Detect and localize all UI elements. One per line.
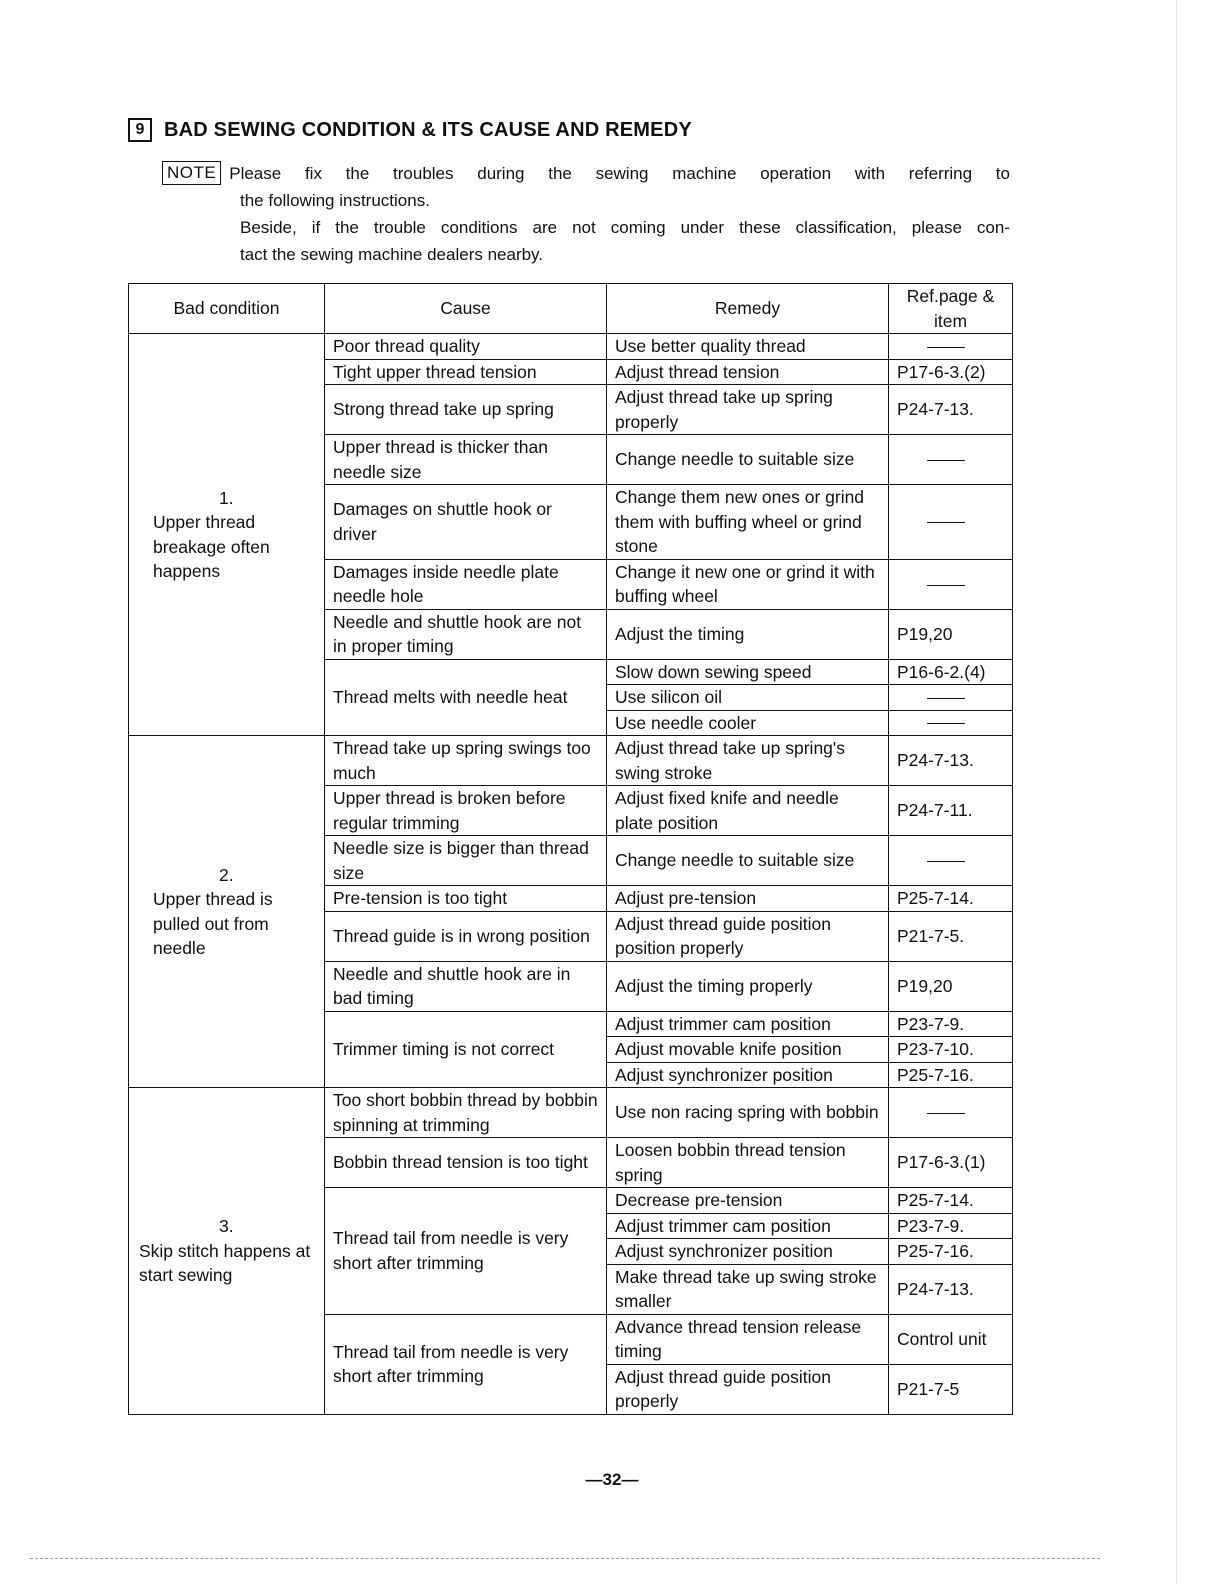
cause-cell: Needle and shuttle hook are in bad timing — [325, 961, 607, 1011]
remedy-cell: Adjust thread guide position position properly — [607, 911, 889, 961]
note-line-2: the following instructions. — [240, 191, 430, 210]
cause-cell: Thread tail from needle is very short after trimming — [325, 1188, 607, 1315]
dash-mark — [927, 723, 965, 724]
remedy-cell: Change it new one or grind it with buffing wheel — [607, 559, 889, 609]
condition-cell — [129, 736, 325, 1088]
header-ref: Ref.page & item — [889, 284, 1013, 334]
ref-cell: P17-6-3.(1) — [889, 1138, 1013, 1188]
trouble-table — [128, 283, 1013, 1415]
dash-mark — [927, 522, 965, 523]
ref-cell: P23-7-9. — [889, 1011, 1013, 1037]
cause-cell: Thread tail from needle is very short after trimming — [325, 1314, 607, 1414]
section-title: BAD SEWING CONDITION & ITS CAUSE AND REMEDY — [164, 118, 692, 141]
ref-cell — [889, 685, 1013, 711]
ref-cell — [889, 836, 1013, 886]
condition-text: Skip stitch happens at start sewing — [139, 1240, 311, 1285]
remedy-cell: Use better quality thread — [607, 334, 889, 360]
note-line-1: Please fix the troubles during the sewing machine operation with referring to — [229, 164, 1010, 183]
ref-cell: P23-7-10. — [889, 1037, 1013, 1063]
remedy-cell: Adjust synchronizer position — [607, 1062, 889, 1088]
dash-mark — [927, 347, 965, 348]
remedy-cell: Decrease pre-tension — [607, 1188, 889, 1214]
ref-cell: P25-7-14. — [889, 886, 1013, 912]
cause-cell: Upper thread is broken before regular trimming — [325, 786, 607, 836]
ref-cell: P24-7-11. — [889, 786, 1013, 836]
table-row — [129, 334, 1013, 360]
cause-cell: Bobbin thread tension is too tight — [325, 1138, 607, 1188]
remedy-cell: Loosen bobbin thread tension spring — [607, 1138, 889, 1188]
ref-cell: P25-7-16. — [889, 1239, 1013, 1265]
remedy-cell: Change needle to suitable size — [607, 435, 889, 485]
ref-cell: P24-7-13. — [889, 736, 1013, 786]
remedy-cell: Change them new ones or grind them with buffing wheel or grind stone — [607, 485, 889, 560]
header-remedy: Remedy — [607, 284, 889, 334]
scan-edge-line — [30, 1558, 1100, 1559]
ref-cell: P24-7-13. — [889, 1264, 1013, 1314]
remedy-cell: Use needle cooler — [607, 710, 889, 736]
condition-text: Upper thread is pulled out from needle — [153, 889, 273, 958]
condition-number: 3. — [219, 1216, 234, 1236]
table-row — [129, 736, 1013, 786]
table-row — [129, 1088, 1013, 1138]
ref-cell: P19,20 — [889, 609, 1013, 659]
cause-cell: Needle and shuttle hook are not in proper timing — [325, 609, 607, 659]
cause-cell: Thread guide is in wrong position — [325, 911, 607, 961]
ref-cell — [889, 1088, 1013, 1138]
remedy-cell: Adjust thread take up spring's swing stroke — [607, 736, 889, 786]
ref-cell: P19,20 — [889, 961, 1013, 1011]
cause-cell: Thread melts with needle heat — [325, 659, 607, 736]
dash-mark — [927, 460, 965, 461]
dash-mark — [927, 698, 965, 699]
section-number: 9 — [128, 118, 152, 142]
page-number: —32— — [585, 1470, 639, 1489]
note-line-4: tact the sewing machine dealers nearby. — [240, 245, 544, 264]
remedy-cell: Change needle to suitable size — [607, 836, 889, 886]
cause-cell: Thread take up spring swings too much — [325, 736, 607, 786]
ref-cell — [889, 435, 1013, 485]
cause-cell: Trimmer timing is not correct — [325, 1011, 607, 1088]
dash-mark — [927, 1113, 965, 1114]
cause-cell: Damages inside needle plate needle hole — [325, 559, 607, 609]
ref-cell: P23-7-9. — [889, 1213, 1013, 1239]
cause-cell: Strong thread take up spring — [325, 385, 607, 435]
remedy-cell: Adjust trimmer cam position — [607, 1011, 889, 1037]
remedy-cell: Adjust thread take up spring properly — [607, 385, 889, 435]
ref-cell: P17-6-3.(2) — [889, 359, 1013, 385]
remedy-cell: Adjust trimmer cam position — [607, 1213, 889, 1239]
remedy-cell: Adjust fixed knife and needle plate position — [607, 786, 889, 836]
dash-mark — [927, 585, 965, 586]
scan-margin-line — [1176, 0, 1177, 1584]
note-label: NOTE — [162, 161, 221, 185]
note-line-3: Beside, if the trouble conditions are not coming under these classification, please con- — [240, 218, 1010, 237]
ref-cell — [889, 710, 1013, 736]
cause-cell: Poor thread quality — [325, 334, 607, 360]
cause-cell: Damages on shuttle hook or driver — [325, 485, 607, 560]
ref-cell: P21-7-5 — [889, 1364, 1013, 1414]
remedy-cell: Adjust thread guide position properly — [607, 1364, 889, 1414]
condition-number: 2. — [219, 864, 234, 885]
remedy-cell: Use silicon oil — [607, 685, 889, 711]
cause-cell: Needle size is bigger than thread size — [325, 836, 607, 886]
remedy-cell: Adjust movable knife position — [607, 1037, 889, 1063]
remedy-cell: Adjust synchronizer position — [607, 1239, 889, 1265]
ref-cell — [889, 485, 1013, 560]
condition-cell — [129, 334, 325, 736]
ref-cell: P25-7-16. — [889, 1062, 1013, 1088]
note-block — [162, 160, 1010, 268]
cause-cell: Too short bobbin thread by bobbin spinning at trimming — [325, 1088, 607, 1138]
remedy-cell: Adjust thread tension — [607, 359, 889, 385]
ref-cell: P25-7-14. — [889, 1188, 1013, 1214]
ref-cell: P21-7-5. — [889, 911, 1013, 961]
header-condition: Bad condition — [129, 284, 325, 334]
remedy-cell: Use non racing spring with bobbin — [607, 1088, 889, 1138]
remedy-cell: Slow down sewing speed — [607, 659, 889, 685]
condition-cell — [129, 1088, 325, 1415]
cause-cell: Upper thread is thicker than needle size — [325, 435, 607, 485]
cause-cell: Pre-tension is too tight — [325, 886, 607, 912]
table-header-row — [129, 284, 1013, 334]
remedy-cell: Advance thread tension release timing — [607, 1314, 889, 1364]
remedy-cell: Adjust pre-tension — [607, 886, 889, 912]
condition-text: Upper thread breakage often happens — [153, 512, 270, 581]
ref-cell — [889, 559, 1013, 609]
remedy-cell: Adjust the timing — [607, 609, 889, 659]
condition-number: 1. — [219, 487, 234, 508]
ref-cell: P16-6-2.(4) — [889, 659, 1013, 685]
dash-mark — [927, 861, 965, 862]
ref-cell — [889, 334, 1013, 360]
ref-cell: P24-7-13. — [889, 385, 1013, 435]
remedy-cell: Make thread take up swing stroke smaller — [607, 1264, 889, 1314]
ref-cell: Control unit — [889, 1314, 1013, 1364]
header-cause: Cause — [325, 284, 607, 334]
cause-cell: Tight upper thread tension — [325, 359, 607, 385]
remedy-cell: Adjust the timing properly — [607, 961, 889, 1011]
section-heading — [128, 118, 692, 142]
